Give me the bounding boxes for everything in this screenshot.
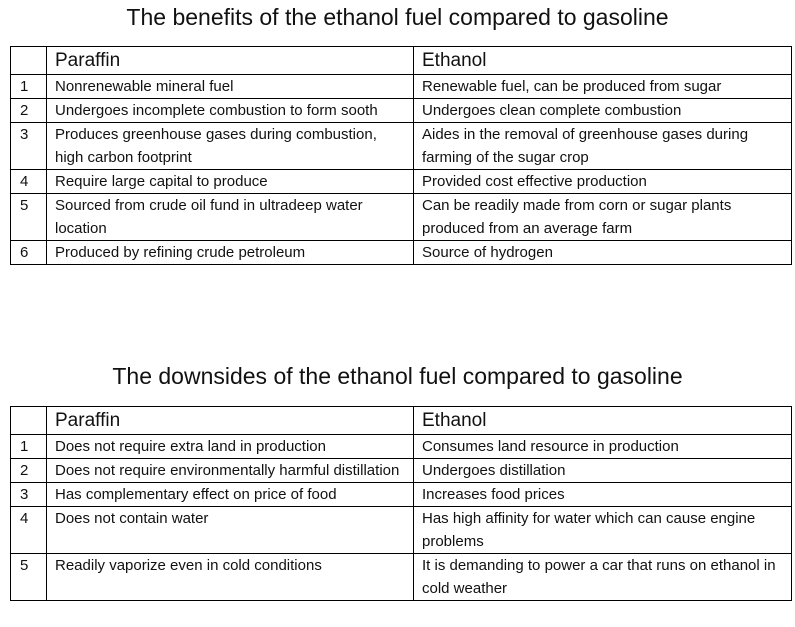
table-row [11,241,792,265]
table-row [11,75,792,99]
ethanol-cell: Renewable fuel, can be produced from sugar [414,75,792,99]
header-row [11,407,792,435]
paraffin-cell: Produced by refining crude petroleum [47,241,414,265]
header-row [11,47,792,75]
ethanol-cell: It is demanding to power a car that runs on ethanol in cold weather [414,554,792,601]
paraffin-cell: Readily vaporize even in cold conditions [47,554,414,601]
benefits-table [10,46,792,265]
row-number: 2 [11,459,47,483]
table-row [11,123,792,170]
header-ethanol: Ethanol [414,47,792,75]
ethanol-cell: Can be readily made from corn or sugar plants produced from an average farm [414,194,792,241]
paraffin-cell: Require large capital to produce [47,170,414,194]
paraffin-cell: Sourced from crude oil fund in ultradeep water location [47,194,414,241]
paraffin-cell: Has complementary effect on price of food [47,483,414,507]
row-number: 5 [11,194,47,241]
row-number: 5 [11,554,47,601]
ethanol-cell: Provided cost effective production [414,170,792,194]
table-row [11,459,792,483]
ethanol-cell: Undergoes distillation [414,459,792,483]
header-paraffin: Paraffin [47,407,414,435]
paraffin-cell: Does not require extra land in production [47,435,414,459]
row-number: 1 [11,75,47,99]
ethanol-cell: Increases food prices [414,483,792,507]
paraffin-cell: Undergoes incomplete combustion to form sooth [47,99,414,123]
benefits-title: The benefits of the ethanol fuel compared to gasoline [126,4,669,30]
ethanol-cell: Has high affinity for water which can cause engine problems [414,507,792,554]
row-number: 4 [11,507,47,554]
paraffin-cell: Does not contain water [47,507,414,554]
ethanol-cell: Undergoes clean complete combustion [414,99,792,123]
ethanol-cell: Source of hydrogen [414,241,792,265]
ethanol-cell: Consumes land resource in production [414,435,792,459]
paraffin-cell: Does not require environmentally harmful distillation [47,459,414,483]
table-row [11,507,792,554]
header-ethanol: Ethanol [414,407,792,435]
table-row [11,435,792,459]
header-paraffin: Paraffin [47,47,414,75]
row-number: 2 [11,99,47,123]
row-number: 6 [11,241,47,265]
header-number [11,407,47,435]
paraffin-cell: Nonrenewable mineral fuel [47,75,414,99]
table-row [11,483,792,507]
table-row [11,194,792,241]
paraffin-cell: Produces greenhouse gases during combustion, high carbon footprint [47,123,414,170]
header-number [11,47,47,75]
downsides-table [10,406,792,601]
downsides-title: The downsides of the ethanol fuel compared to gasoline [112,363,683,389]
ethanol-cell: Aides in the removal of greenhouse gases during farming of the sugar crop [414,123,792,170]
row-number: 4 [11,170,47,194]
row-number: 1 [11,435,47,459]
table-row [11,99,792,123]
table-row [11,554,792,601]
row-number: 3 [11,483,47,507]
table-row [11,170,792,194]
row-number: 3 [11,123,47,170]
